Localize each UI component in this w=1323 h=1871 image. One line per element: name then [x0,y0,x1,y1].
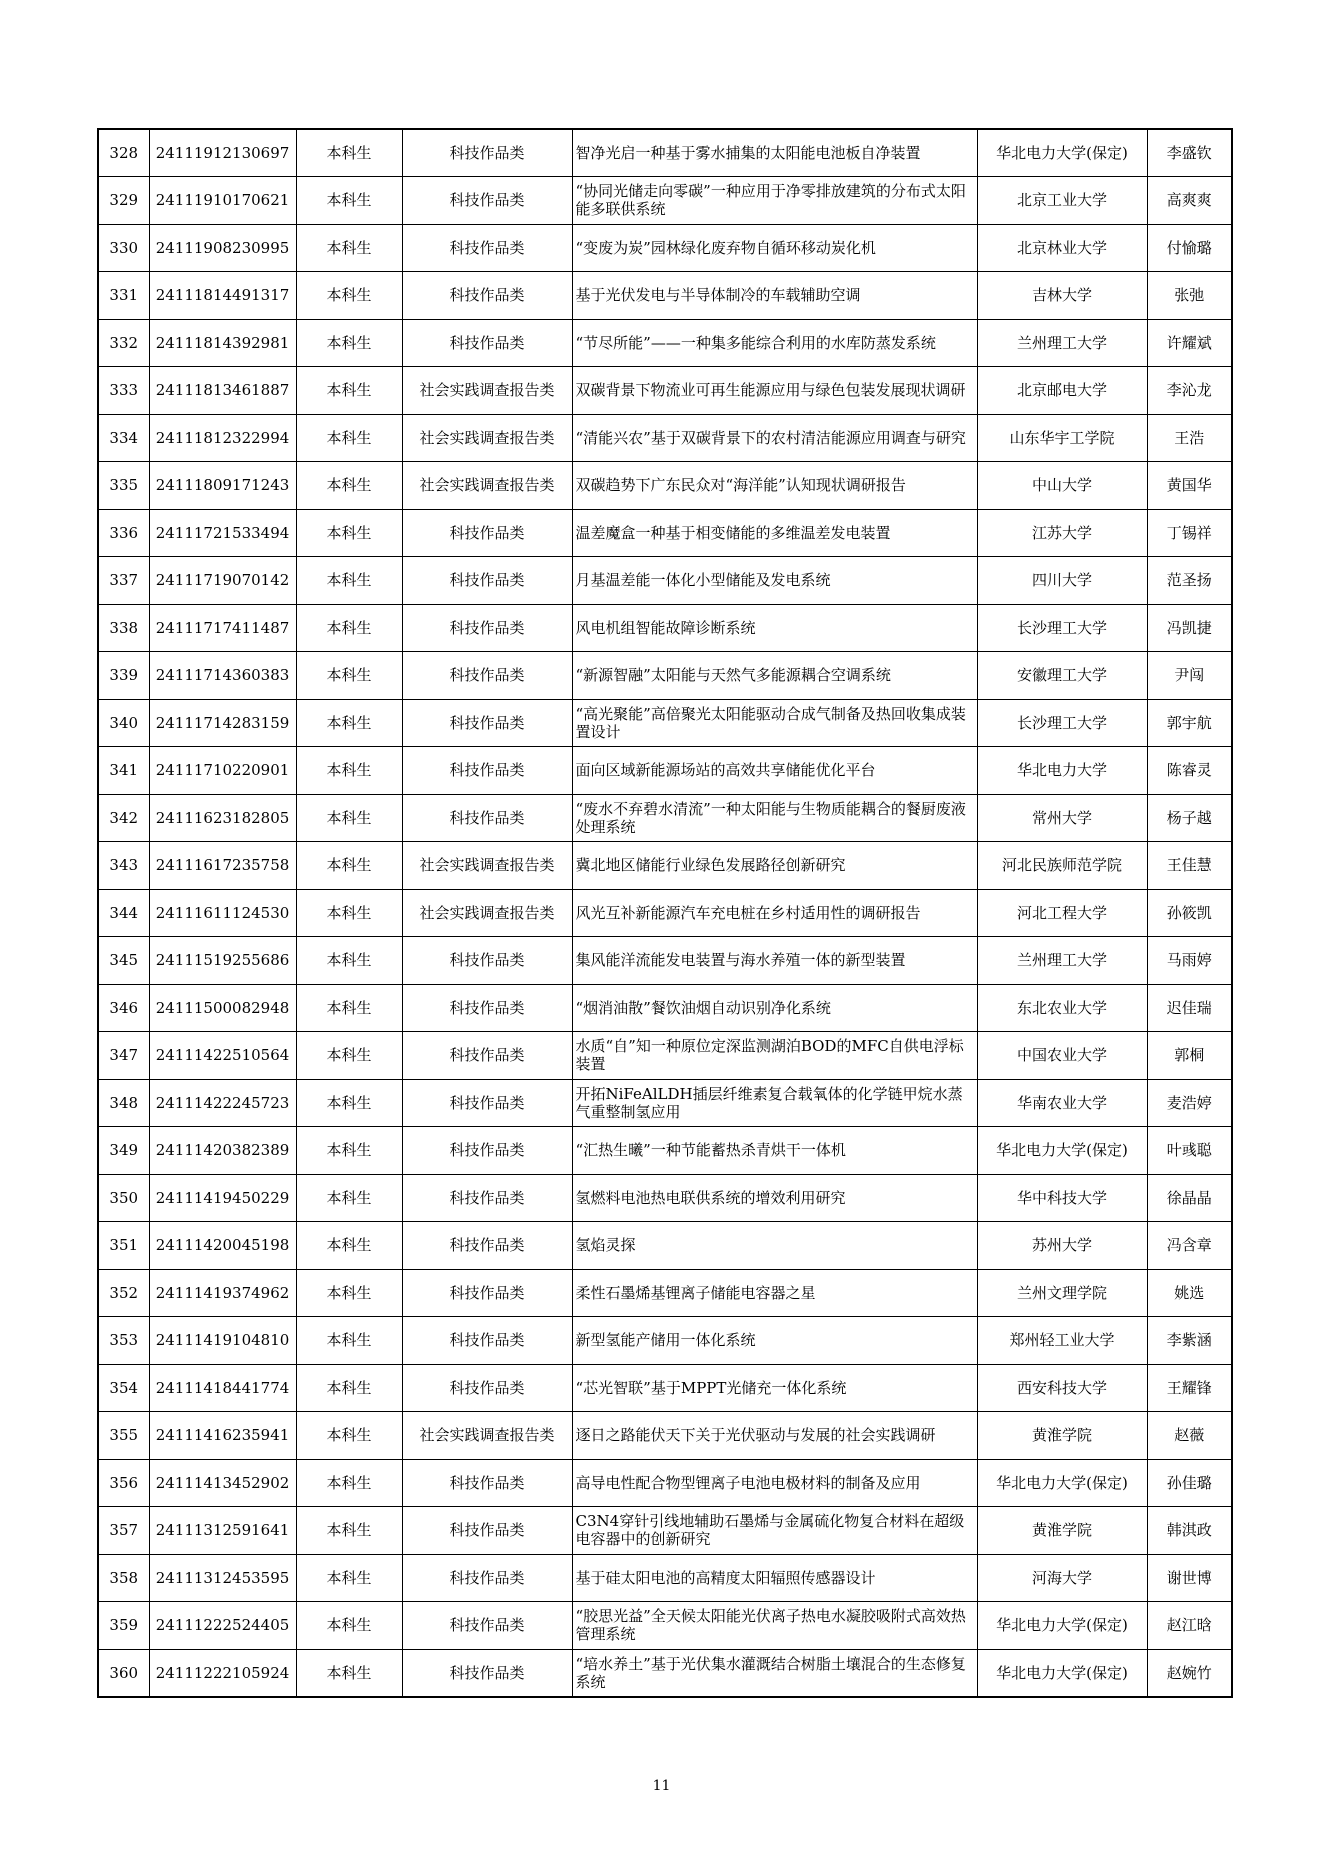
application-id-cell: 24111416235941 [149,1412,296,1460]
application-id-cell: 24111721533494 [149,509,296,557]
applicant-name-cell: 尹闯 [1147,652,1232,700]
university-cell: 安徽理工大学 [977,652,1147,700]
student-type-cell: 本科生 [296,699,402,747]
university-cell: 华北电力大学(保定) [977,1602,1147,1650]
project-title-cell: “新源智融”太阳能与天然气多能源耦合空调系统 [572,652,977,700]
project-title-cell: 面向区域新能源场站的高效共享储能优化平台 [572,747,977,795]
university-cell: 黄淮学院 [977,1507,1147,1555]
table-row [98,984,1232,1032]
category-cell: 科技作品类 [402,1507,572,1555]
serial-number-cell: 329 [98,177,149,225]
category-cell: 科技作品类 [402,1602,572,1650]
serial-number-cell: 353 [98,1317,149,1365]
table-row [98,1364,1232,1412]
table-row [98,1269,1232,1317]
project-title-cell: 双碳趋势下广东民众对“海洋能”认知现状调研报告 [572,462,977,510]
application-id-cell: 24111908230995 [149,224,296,272]
student-type-cell: 本科生 [296,272,402,320]
university-cell: 中山大学 [977,462,1147,510]
table-row [98,319,1232,367]
applicant-name-cell: 冯凯捷 [1147,604,1232,652]
table-row [98,367,1232,415]
table-row [98,604,1232,652]
category-cell: 社会实践调查报告类 [402,889,572,937]
applicant-name-cell: 范圣扬 [1147,557,1232,605]
table-row [98,652,1232,700]
applicant-name-cell: 韩淇政 [1147,1507,1232,1555]
table-row [98,1554,1232,1602]
applicant-name-cell: 麦浩婷 [1147,1079,1232,1127]
category-cell: 社会实践调查报告类 [402,367,572,415]
university-cell: 河海大学 [977,1554,1147,1602]
table-row [98,794,1232,842]
category-cell: 科技作品类 [402,509,572,557]
category-cell: 科技作品类 [402,984,572,1032]
serial-number-cell: 330 [98,224,149,272]
serial-number-cell: 349 [98,1127,149,1175]
project-title-cell: 氢燃料电池热电联供系统的增效利用研究 [572,1174,977,1222]
table-row [98,1602,1232,1650]
project-title-cell: “节尽所能”——一种集多能综合利用的水库防蒸发系统 [572,319,977,367]
application-id-cell: 24111812322994 [149,414,296,462]
applicant-name-cell: 付愉璐 [1147,224,1232,272]
project-title-cell: 柔性石墨烯基锂离子储能电容器之星 [572,1269,977,1317]
category-cell: 科技作品类 [402,272,572,320]
application-id-cell: 24111814491317 [149,272,296,320]
serial-number-cell: 341 [98,747,149,795]
project-title-cell: 水质“自”知一种原位定深监测湖泊BOD的MFC自供电浮标装置 [572,1032,977,1080]
serial-number-cell: 331 [98,272,149,320]
application-id-cell: 24111809171243 [149,462,296,510]
application-id-cell: 24111710220901 [149,747,296,795]
university-cell: 华中科技大学 [977,1174,1147,1222]
university-cell: 河北民族师范学院 [977,842,1147,890]
project-title-cell: 智净光启一种基于雾水捕集的太阳能电池板自净装置 [572,129,977,177]
applicant-name-cell: 张弛 [1147,272,1232,320]
category-cell: 科技作品类 [402,224,572,272]
applicant-name-cell: 郭桐 [1147,1032,1232,1080]
table-row [98,1507,1232,1555]
project-title-cell: “协同光储走向零碳”一种应用于净零排放建筑的分布式太阳能多联供系统 [572,177,977,225]
project-title-cell: 高导电性配合物型锂离子电池电极材料的制备及应用 [572,1459,977,1507]
application-id-cell: 24111912130697 [149,129,296,177]
application-id-cell: 24111714360383 [149,652,296,700]
table-row [98,842,1232,890]
project-title-cell: “芯光智联”基于MPPT光储充一体化系统 [572,1364,977,1412]
category-cell: 科技作品类 [402,794,572,842]
serial-number-cell: 340 [98,699,149,747]
serial-number-cell: 339 [98,652,149,700]
table-row [98,1412,1232,1460]
category-cell: 科技作品类 [402,1554,572,1602]
serial-number-cell: 346 [98,984,149,1032]
project-title-cell: 集风能洋流能发电装置与海水养殖一体的新型装置 [572,937,977,985]
project-title-cell: 基于硅太阳电池的高精度太阳辐照传感器设计 [572,1554,977,1602]
project-title-cell: “变废为炭”园林绿化废弃物自循环移动炭化机 [572,224,977,272]
student-type-cell: 本科生 [296,1079,402,1127]
student-type-cell: 本科生 [296,1127,402,1175]
application-id-cell: 24111422510564 [149,1032,296,1080]
student-type-cell: 本科生 [296,224,402,272]
applicant-name-cell: 王佳慧 [1147,842,1232,890]
category-cell: 科技作品类 [402,604,572,652]
results-table [97,128,1233,1698]
university-cell: 兰州理工大学 [977,319,1147,367]
serial-number-cell: 342 [98,794,149,842]
table-row [98,889,1232,937]
category-cell: 科技作品类 [402,652,572,700]
applicant-name-cell: 姚选 [1147,1269,1232,1317]
university-cell: 北京林业大学 [977,224,1147,272]
application-id-cell: 24111422245723 [149,1079,296,1127]
serial-number-cell: 355 [98,1412,149,1460]
project-title-cell: “清能兴农”基于双碳背景下的农村清洁能源应用调查与研究 [572,414,977,462]
serial-number-cell: 359 [98,1602,149,1650]
project-title-cell: 基于光伏发电与半导体制冷的车载辅助空调 [572,272,977,320]
application-id-cell: 24111719070142 [149,557,296,605]
serial-number-cell: 347 [98,1032,149,1080]
student-type-cell: 本科生 [296,367,402,415]
application-id-cell: 24111420382389 [149,1127,296,1175]
applicant-name-cell: 郭宇航 [1147,699,1232,747]
student-type-cell: 本科生 [296,509,402,557]
applicant-name-cell: 谢世博 [1147,1554,1232,1602]
application-id-cell: 24111617235758 [149,842,296,890]
university-cell: 兰州理工大学 [977,937,1147,985]
applicant-name-cell: 李紫涵 [1147,1317,1232,1365]
applicant-name-cell: 陈睿灵 [1147,747,1232,795]
university-cell: 华南农业大学 [977,1079,1147,1127]
category-cell: 科技作品类 [402,177,572,225]
university-cell: 常州大学 [977,794,1147,842]
table-row [98,1459,1232,1507]
applicant-name-cell: 马雨婷 [1147,937,1232,985]
serial-number-cell: 337 [98,557,149,605]
application-id-cell: 24111222524405 [149,1602,296,1650]
category-cell: 社会实践调查报告类 [402,462,572,510]
project-title-cell: 月基温差能一体化小型储能及发电系统 [572,557,977,605]
category-cell: 社会实践调查报告类 [402,414,572,462]
category-cell: 科技作品类 [402,1649,572,1697]
serial-number-cell: 333 [98,367,149,415]
serial-number-cell: 338 [98,604,149,652]
student-type-cell: 本科生 [296,557,402,605]
student-type-cell: 本科生 [296,1459,402,1507]
application-id-cell: 24111419450229 [149,1174,296,1222]
student-type-cell: 本科生 [296,652,402,700]
student-type-cell: 本科生 [296,842,402,890]
university-cell: 东北农业大学 [977,984,1147,1032]
application-id-cell: 24111500082948 [149,984,296,1032]
table-row [98,699,1232,747]
student-type-cell: 本科生 [296,1222,402,1270]
project-title-cell: 风光互补新能源汽车充电桩在乡村适用性的调研报告 [572,889,977,937]
project-title-cell: 冀北地区储能行业绿色发展路径创新研究 [572,842,977,890]
table-row [98,747,1232,795]
university-cell: 华北电力大学(保定) [977,1649,1147,1697]
university-cell: 华北电力大学(保定) [977,129,1147,177]
category-cell: 科技作品类 [402,1269,572,1317]
applicant-name-cell: 杨子越 [1147,794,1232,842]
project-title-cell: 开拓NiFeAlLDH插层纤维素复合载氧体的化学链甲烷水蒸气重整制氢应用 [572,1079,977,1127]
university-cell: 黄淮学院 [977,1412,1147,1460]
university-cell: 西安科技大学 [977,1364,1147,1412]
serial-number-cell: 344 [98,889,149,937]
project-title-cell: C3N4穿针引线地辅助石墨烯与金属硫化物复合材料在超级电容器中的创新研究 [572,1507,977,1555]
applicant-name-cell: 迟佳瑞 [1147,984,1232,1032]
student-type-cell: 本科生 [296,747,402,795]
application-id-cell: 24111413452902 [149,1459,296,1507]
student-type-cell: 本科生 [296,462,402,510]
table-row [98,272,1232,320]
application-id-cell: 24111611124530 [149,889,296,937]
serial-number-cell: 351 [98,1222,149,1270]
applicant-name-cell: 赵婉竹 [1147,1649,1232,1697]
table-row [98,224,1232,272]
applicant-name-cell: 赵薇 [1147,1412,1232,1460]
application-id-cell: 24111312591641 [149,1507,296,1555]
category-cell: 社会实践调查报告类 [402,1412,572,1460]
category-cell: 科技作品类 [402,129,572,177]
table-row [98,1127,1232,1175]
results-table-container [97,128,1231,1698]
university-cell: 长沙理工大学 [977,699,1147,747]
applicant-name-cell: 孙佳璐 [1147,1459,1232,1507]
student-type-cell: 本科生 [296,129,402,177]
application-id-cell: 24111419104810 [149,1317,296,1365]
table-row [98,937,1232,985]
university-cell: 北京邮电大学 [977,367,1147,415]
table-row [98,414,1232,462]
category-cell: 科技作品类 [402,557,572,605]
table-row [98,557,1232,605]
application-id-cell: 24111420045198 [149,1222,296,1270]
category-cell: 社会实践调查报告类 [402,842,572,890]
application-id-cell: 24111717411487 [149,604,296,652]
student-type-cell: 本科生 [296,889,402,937]
serial-number-cell: 354 [98,1364,149,1412]
serial-number-cell: 352 [98,1269,149,1317]
table-row [98,1079,1232,1127]
results-table-body [98,129,1232,1697]
project-title-cell: “汇热生曦”一种节能蓄热杀青烘干一体机 [572,1127,977,1175]
serial-number-cell: 357 [98,1507,149,1555]
serial-number-cell: 356 [98,1459,149,1507]
serial-number-cell: 358 [98,1554,149,1602]
serial-number-cell: 350 [98,1174,149,1222]
university-cell: 吉林大学 [977,272,1147,320]
university-cell: 华北电力大学(保定) [977,1127,1147,1175]
application-id-cell: 24111419374962 [149,1269,296,1317]
applicant-name-cell: 许耀斌 [1147,319,1232,367]
table-row [98,1649,1232,1697]
applicant-name-cell: 孙筱凯 [1147,889,1232,937]
student-type-cell: 本科生 [296,1032,402,1080]
project-title-cell: “废水不弃碧水清流”一种太阳能与生物质能耦合的餐厨废液处理系统 [572,794,977,842]
student-type-cell: 本科生 [296,1602,402,1650]
student-type-cell: 本科生 [296,414,402,462]
category-cell: 科技作品类 [402,1364,572,1412]
project-title-cell: “培水养土”基于光伏集水灌溉结合树脂土壤混合的生态修复系统 [572,1649,977,1697]
category-cell: 科技作品类 [402,1222,572,1270]
student-type-cell: 本科生 [296,177,402,225]
application-id-cell: 24111714283159 [149,699,296,747]
serial-number-cell: 335 [98,462,149,510]
university-cell: 兰州文理学院 [977,1269,1147,1317]
applicant-name-cell: 李盛钦 [1147,129,1232,177]
student-type-cell: 本科生 [296,937,402,985]
student-type-cell: 本科生 [296,1507,402,1555]
table-row [98,1032,1232,1080]
applicant-name-cell: 王耀锋 [1147,1364,1232,1412]
applicant-name-cell: 叶彧聪 [1147,1127,1232,1175]
table-row [98,509,1232,557]
table-row [98,129,1232,177]
project-title-cell: “胶思光益”全天候太阳能光伏离子热电水凝胶吸附式高效热管理系统 [572,1602,977,1650]
serial-number-cell: 328 [98,129,149,177]
table-row [98,1174,1232,1222]
category-cell: 科技作品类 [402,1317,572,1365]
applicant-name-cell: 徐晶晶 [1147,1174,1232,1222]
category-cell: 科技作品类 [402,747,572,795]
student-type-cell: 本科生 [296,1317,402,1365]
serial-number-cell: 360 [98,1649,149,1697]
category-cell: 科技作品类 [402,937,572,985]
student-type-cell: 本科生 [296,1174,402,1222]
student-type-cell: 本科生 [296,319,402,367]
serial-number-cell: 345 [98,937,149,985]
page-number: 11 [652,1778,671,1794]
category-cell: 科技作品类 [402,699,572,747]
category-cell: 科技作品类 [402,1127,572,1175]
application-id-cell: 24111813461887 [149,367,296,415]
university-cell: 长沙理工大学 [977,604,1147,652]
applicant-name-cell: 丁锡祥 [1147,509,1232,557]
university-cell: 河北工程大学 [977,889,1147,937]
application-id-cell: 24111222105924 [149,1649,296,1697]
serial-number-cell: 332 [98,319,149,367]
university-cell: 江苏大学 [977,509,1147,557]
university-cell: 北京工业大学 [977,177,1147,225]
project-title-cell: 风电机组智能故障诊断系统 [572,604,977,652]
university-cell: 华北电力大学 [977,747,1147,795]
university-cell: 山东华宇工学院 [977,414,1147,462]
student-type-cell: 本科生 [296,604,402,652]
student-type-cell: 本科生 [296,1269,402,1317]
serial-number-cell: 343 [98,842,149,890]
student-type-cell: 本科生 [296,984,402,1032]
table-row [98,462,1232,510]
project-title-cell: “高光聚能”高倍聚光太阳能驱动合成气制备及热回收集成装置设计 [572,699,977,747]
applicant-name-cell: 黄国华 [1147,462,1232,510]
project-title-cell: 氢焰灵探 [572,1222,977,1270]
project-title-cell: 逐日之路能伏天下关于光伏驱动与发展的社会实践调研 [572,1412,977,1460]
university-cell: 华北电力大学(保定) [977,1459,1147,1507]
category-cell: 科技作品类 [402,1032,572,1080]
project-title-cell: “烟消油散”餐饮油烟自动识别净化系统 [572,984,977,1032]
applicant-name-cell: 高爽爽 [1147,177,1232,225]
category-cell: 科技作品类 [402,1079,572,1127]
student-type-cell: 本科生 [296,1364,402,1412]
project-title-cell: 新型氢能产储用一体化系统 [572,1317,977,1365]
category-cell: 科技作品类 [402,319,572,367]
table-row [98,1317,1232,1365]
serial-number-cell: 334 [98,414,149,462]
university-cell: 中国农业大学 [977,1032,1147,1080]
student-type-cell: 本科生 [296,1649,402,1697]
application-id-cell: 24111418441774 [149,1364,296,1412]
university-cell: 四川大学 [977,557,1147,605]
category-cell: 科技作品类 [402,1174,572,1222]
project-title-cell: 温差魔盒一种基于相变储能的多维温差发电装置 [572,509,977,557]
application-id-cell: 24111519255686 [149,937,296,985]
university-cell: 郑州轻工业大学 [977,1317,1147,1365]
application-id-cell: 24111814392981 [149,319,296,367]
table-row [98,1222,1232,1270]
application-id-cell: 24111910170621 [149,177,296,225]
student-type-cell: 本科生 [296,1554,402,1602]
applicant-name-cell: 李沁龙 [1147,367,1232,415]
student-type-cell: 本科生 [296,794,402,842]
category-cell: 科技作品类 [402,1459,572,1507]
serial-number-cell: 336 [98,509,149,557]
applicant-name-cell: 王浩 [1147,414,1232,462]
table-row [98,177,1232,225]
student-type-cell: 本科生 [296,1412,402,1460]
serial-number-cell: 348 [98,1079,149,1127]
application-id-cell: 24111623182805 [149,794,296,842]
applicant-name-cell: 冯含章 [1147,1222,1232,1270]
university-cell: 苏州大学 [977,1222,1147,1270]
project-title-cell: 双碳背景下物流业可再生能源应用与绿色包装发展现状调研 [572,367,977,415]
applicant-name-cell: 赵江晗 [1147,1602,1232,1650]
application-id-cell: 24111312453595 [149,1554,296,1602]
